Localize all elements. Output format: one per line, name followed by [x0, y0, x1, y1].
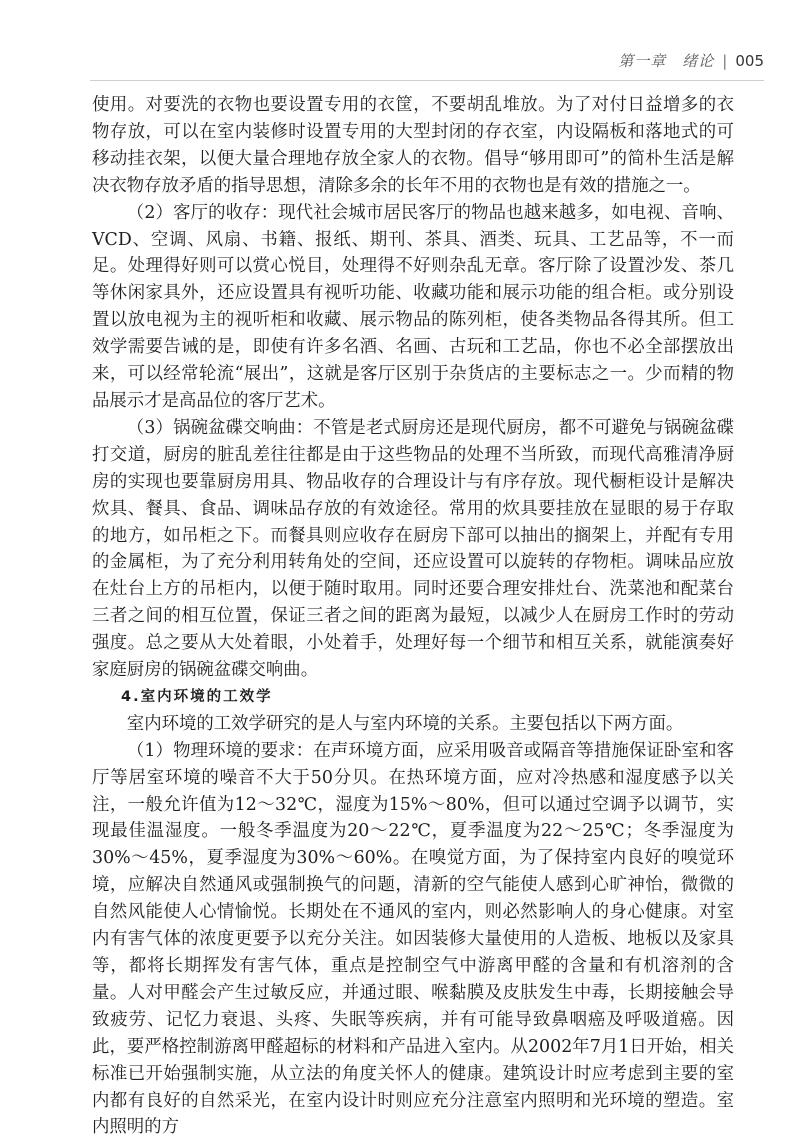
paragraph-physical-environment: （1）物理环境的要求：在声环境方面，应采用吸音或隔音等措施保证卧室和客厅等居室环境的噪音不大于50分贝。在热环境方面，应对冷热感和湿度感予以关注，一般允许值为12～32℃，湿度为15%～80%，但可以通过空调予以调节，实现最佳温湿度。一般冬季温度为20～22℃，夏季温度为22～25℃；冬季湿度为30%～45%，夏季湿度为30%～60%。在嗅觉方面，为了保持室内良好的嗅觉环境，应解决自然通风或强制换气的问题，清新的空气能使人感到心旷神怡，微微的自然风能使人心情愉悦。长期处在不通风的室内，则必然影响人的身心健康。对室内有害气体的浓度更要予以充分关注。如因装修大量使用的人造板、地板以及家具等，都将长期挥发有害气体，重点是控制空气中游离甲醛的含量和有机溶剂的含量。人对甲醛会产生过敏反应，并通过眼、喉黏膜及皮肤发生中毒，长期接触会导致疲劳、记忆力衰退、头疼、失眠等疾病，并有可能导致鼻咽癌及呼吸道癌。因此，要严格控制游离甲醛超标的材料和产品进入室内。从2002年7月1日开始，相关标准已开始强制实施，从立法的角度关怀人的健康。建筑设计时应考虑到主要的室内都有良好的自然采光，在室内设计时则应充分注意室内照明和光环境的塑造。室内照明的方 — [92, 740, 734, 1138]
paragraph-living-room: （2）客厅的收存：现代社会城市居民客厅的物品也越来越多，如电视、音响、VCD、空调、风扇、书籍、报纸、期刊、茶具、酒类、玩具、工艺品等，不一而足。处理得好则可以赏心悦目，处理得不好则杂乱无章。客厅除了设置沙发、茶几等休闲家具外，还应设置具有视听功能、收藏功能和展示功能的组合柜。或分别设置以放电视为主的视听柜和收藏、展示物品的陈列柜，使各类物品各得其所。但工效学需要告诫的是，即使有许多名酒、名画、古玩和工艺品，你也不必全部摆放出来，可以经常轮流“展出”，这就是客厅区别于杂货店的主要标志之一。少而精的物品展示才是高品位的客厅艺术。 — [92, 202, 734, 411]
running-header — [618, 50, 764, 71]
chapter-title: 第一章 绪论 — [618, 52, 715, 70]
section-heading: 4.室内环境的工效学 — [121, 688, 273, 705]
page-number: 005 — [735, 51, 764, 70]
paragraph-section-intro: 室内环境的工效学研究的是人与室内环境的关系。主要包括以下两方面。 — [126, 713, 684, 734]
paragraph-kitchen: （3）锅碗盆碟交响曲：不管是老式厨房还是现代厨房，都不可避免与锅碗盆碟打交道，厨房的脏乱差往往都是由于这些物品的处理不当所致，而现代高雅清净厨房的实现也要靠厨房用具、物品收存的合理设计与有序存放。现代橱柜设计是解决炊具、餐具、食品、调味品存放的有效途径。常用的炊具要挂放在显眼的易于存取的地方，如吊柜之下。而餐具则应收存在厨房下部可以抽出的搁架上，并配有专用的金属柜，为了充分利用转角处的空间，还应设置可以旋转的存物柜。调味品应放在灶台上方的吊柜内，以便于随时取用。同时还要合理安排灶台、洗菜池和配菜台三者之间的相互位置，保证三者之间的距离为最短，以减少人在厨房工作时的劳动强度。总之要从大处着眼，小处着手，处理好每一个细节和相互关系，就能演奏好家庭厨房的锅碗盆碟交响曲。 — [92, 417, 734, 681]
paragraph-continuation: 使用。对要洗的衣物也要设置专用的衣筐，不要胡乱堆放。为了对付日益增多的衣物存放，可以在室内装修时设置专用的大型封闭的存衣室，内设隔板和落地式的可移动挂衣架，以便大量合理地存放全家人的衣物。倡导“够用即可”的简朴生活是解决衣物存放矛盾的指导思想，清除多余的长年不用的衣物也是有效的措施之一。 — [92, 95, 734, 196]
header-rule — [90, 80, 764, 81]
header-separator: | — [722, 51, 728, 70]
body-text — [92, 92, 734, 1141]
